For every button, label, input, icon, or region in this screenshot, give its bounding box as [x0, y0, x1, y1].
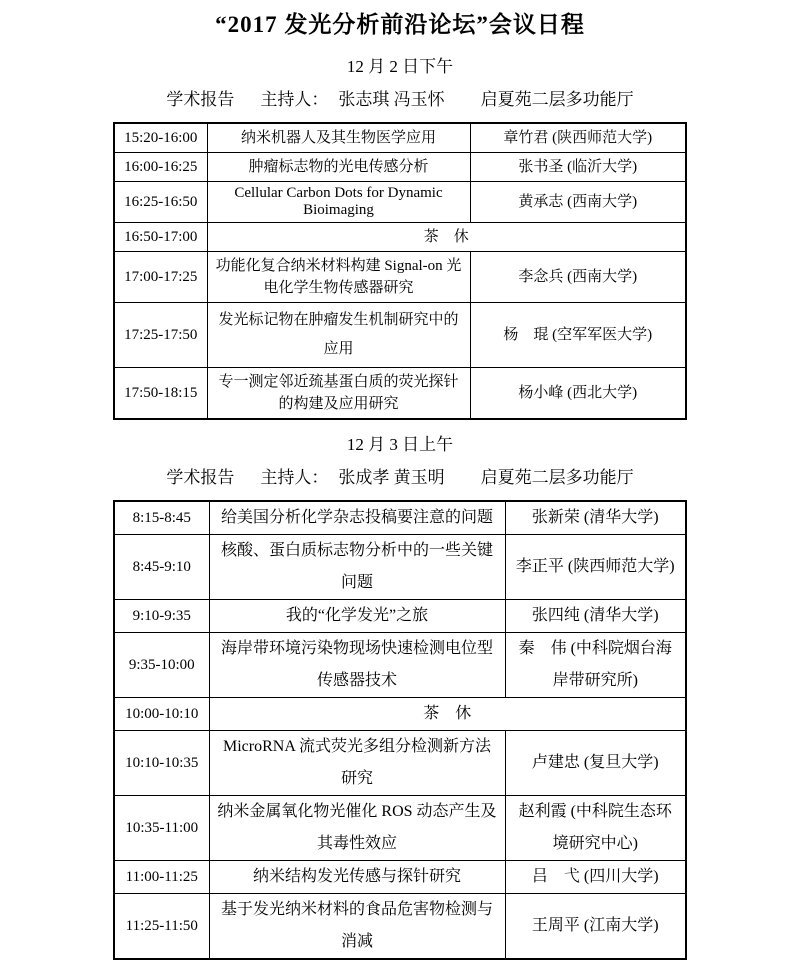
speaker-cell: 王周平 (江南大学) — [505, 894, 686, 960]
time-cell: 10:00-10:10 — [114, 698, 209, 731]
break-row — [114, 698, 686, 731]
schedule-row — [114, 303, 686, 368]
talk-title-cell: 海岸带环境污染物现场快速检测电位型传感器技术 — [209, 633, 505, 698]
break-label-cell: 茶 休 — [209, 698, 686, 731]
speaker-cell: 李念兵 (西南大学) — [470, 252, 686, 303]
time-cell: 8:15-8:45 — [114, 501, 209, 535]
speaker-cell: 吕 弋 (四川大学) — [505, 861, 686, 894]
talk-title-cell: 纳米机器人及其生物医学应用 — [207, 123, 470, 153]
time-cell: 17:00-17:25 — [114, 252, 207, 303]
schedule-row — [114, 501, 686, 535]
session-section-dec3 — [0, 434, 800, 960]
talk-title-cell: 发光标记物在肿瘤发生机制研究中的应用 — [207, 303, 470, 368]
session-type-label: 学术报告 — [166, 468, 235, 487]
schedule-row — [114, 731, 686, 796]
session-host-line — [0, 467, 800, 488]
host-names: 张志琪 冯玉怀 — [338, 90, 445, 109]
schedule-row — [114, 368, 686, 420]
speaker-cell: 杨 琨 (空军军医大学) — [470, 303, 686, 368]
speaker-cell: 赵利霞 (中科院生态环境研究中心) — [505, 796, 686, 861]
time-cell: 16:00-16:25 — [114, 153, 207, 182]
talk-title-cell: Cellular Carbon Dots for Dynamic Bioimaging — [207, 182, 470, 223]
time-cell: 16:50-17:00 — [114, 223, 207, 252]
venue-label: 启夏苑二层多功能厅 — [480, 468, 634, 487]
time-cell: 9:10-9:35 — [114, 600, 209, 633]
speaker-cell: 张新荣 (清华大学) — [505, 501, 686, 535]
time-cell: 17:25-17:50 — [114, 303, 207, 368]
schedule-row — [114, 535, 686, 600]
host-names: 张成孝 黄玉明 — [338, 468, 445, 487]
time-cell: 10:10-10:35 — [114, 731, 209, 796]
break-label-cell: 茶 休 — [207, 223, 686, 252]
time-cell: 10:35-11:00 — [114, 796, 209, 861]
time-cell: 8:45-9:10 — [114, 535, 209, 600]
break-row — [114, 223, 686, 252]
schedule-row — [114, 153, 686, 182]
speaker-cell: 杨小峰 (西北大学) — [470, 368, 686, 420]
speaker-cell: 黄承志 (西南大学) — [470, 182, 686, 223]
speaker-cell: 张书圣 (临沂大学) — [470, 153, 686, 182]
venue-label: 启夏苑二层多功能厅 — [480, 90, 634, 109]
schedule-row — [114, 182, 686, 223]
session-host-line — [0, 89, 800, 110]
schedule-row — [114, 252, 686, 303]
talk-title-cell: 纳米结构发光传感与探针研究 — [209, 861, 505, 894]
schedule-row — [114, 600, 686, 633]
schedule-row — [114, 894, 686, 960]
talk-title-cell: 核酸、蛋白质标志物分析中的一些关键问题 — [209, 535, 505, 600]
session-section-dec2 — [0, 56, 800, 420]
session-date: 12 月 2 日下午 — [346, 57, 454, 76]
speaker-cell: 秦 伟 (中科院烟台海岸带研究所) — [505, 633, 686, 698]
schedule-row — [114, 861, 686, 894]
schedule-row — [114, 123, 686, 153]
time-cell: 15:20-16:00 — [114, 123, 207, 153]
page-title: “2017 发光分析前沿论坛”会议日程 — [215, 12, 585, 37]
schedule-row — [114, 633, 686, 698]
talk-title-cell: 我的“化学发光”之旅 — [209, 600, 505, 633]
talk-title-cell: 功能化复合纳米材料构建 Signal-on 光电化学生物传感器研究 — [207, 252, 470, 303]
speaker-cell: 李正平 (陕西师范大学) — [505, 535, 686, 600]
talk-title-cell: 基于发光纳米材料的食品危害物检测与消减 — [209, 894, 505, 960]
schedule-table-dec2 — [113, 122, 687, 420]
host-label: 主持人： — [260, 90, 329, 109]
time-cell: 9:35-10:00 — [114, 633, 209, 698]
session-date: 12 月 3 日上午 — [346, 435, 454, 454]
time-cell: 11:25-11:50 — [114, 894, 209, 960]
host-label: 主持人： — [260, 468, 329, 487]
talk-title-cell: 纳米金属氧化物光催化 ROS 动态产生及其毒性效应 — [209, 796, 505, 861]
talk-title-cell: 肿瘤标志物的光电传感分析 — [207, 153, 470, 182]
talk-title-cell: 专一测定邻近巯基蛋白质的荧光探针的构建及应用研究 — [207, 368, 470, 420]
time-cell: 17:50-18:15 — [114, 368, 207, 420]
schedule-table-dec3 — [113, 500, 687, 960]
schedule-row — [114, 796, 686, 861]
talk-title-cell: 给美国分析化学杂志投稿要注意的问题 — [209, 501, 505, 535]
speaker-cell: 章竹君 (陕西师范大学) — [470, 123, 686, 153]
talk-title-cell: MicroRNA 流式荧光多组分检测新方法研究 — [209, 731, 505, 796]
time-cell: 16:25-16:50 — [114, 182, 207, 223]
session-type-label: 学术报告 — [166, 90, 235, 109]
speaker-cell: 张四纯 (清华大学) — [505, 600, 686, 633]
speaker-cell: 卢建忠 (复旦大学) — [505, 731, 686, 796]
time-cell: 11:00-11:25 — [114, 861, 209, 894]
